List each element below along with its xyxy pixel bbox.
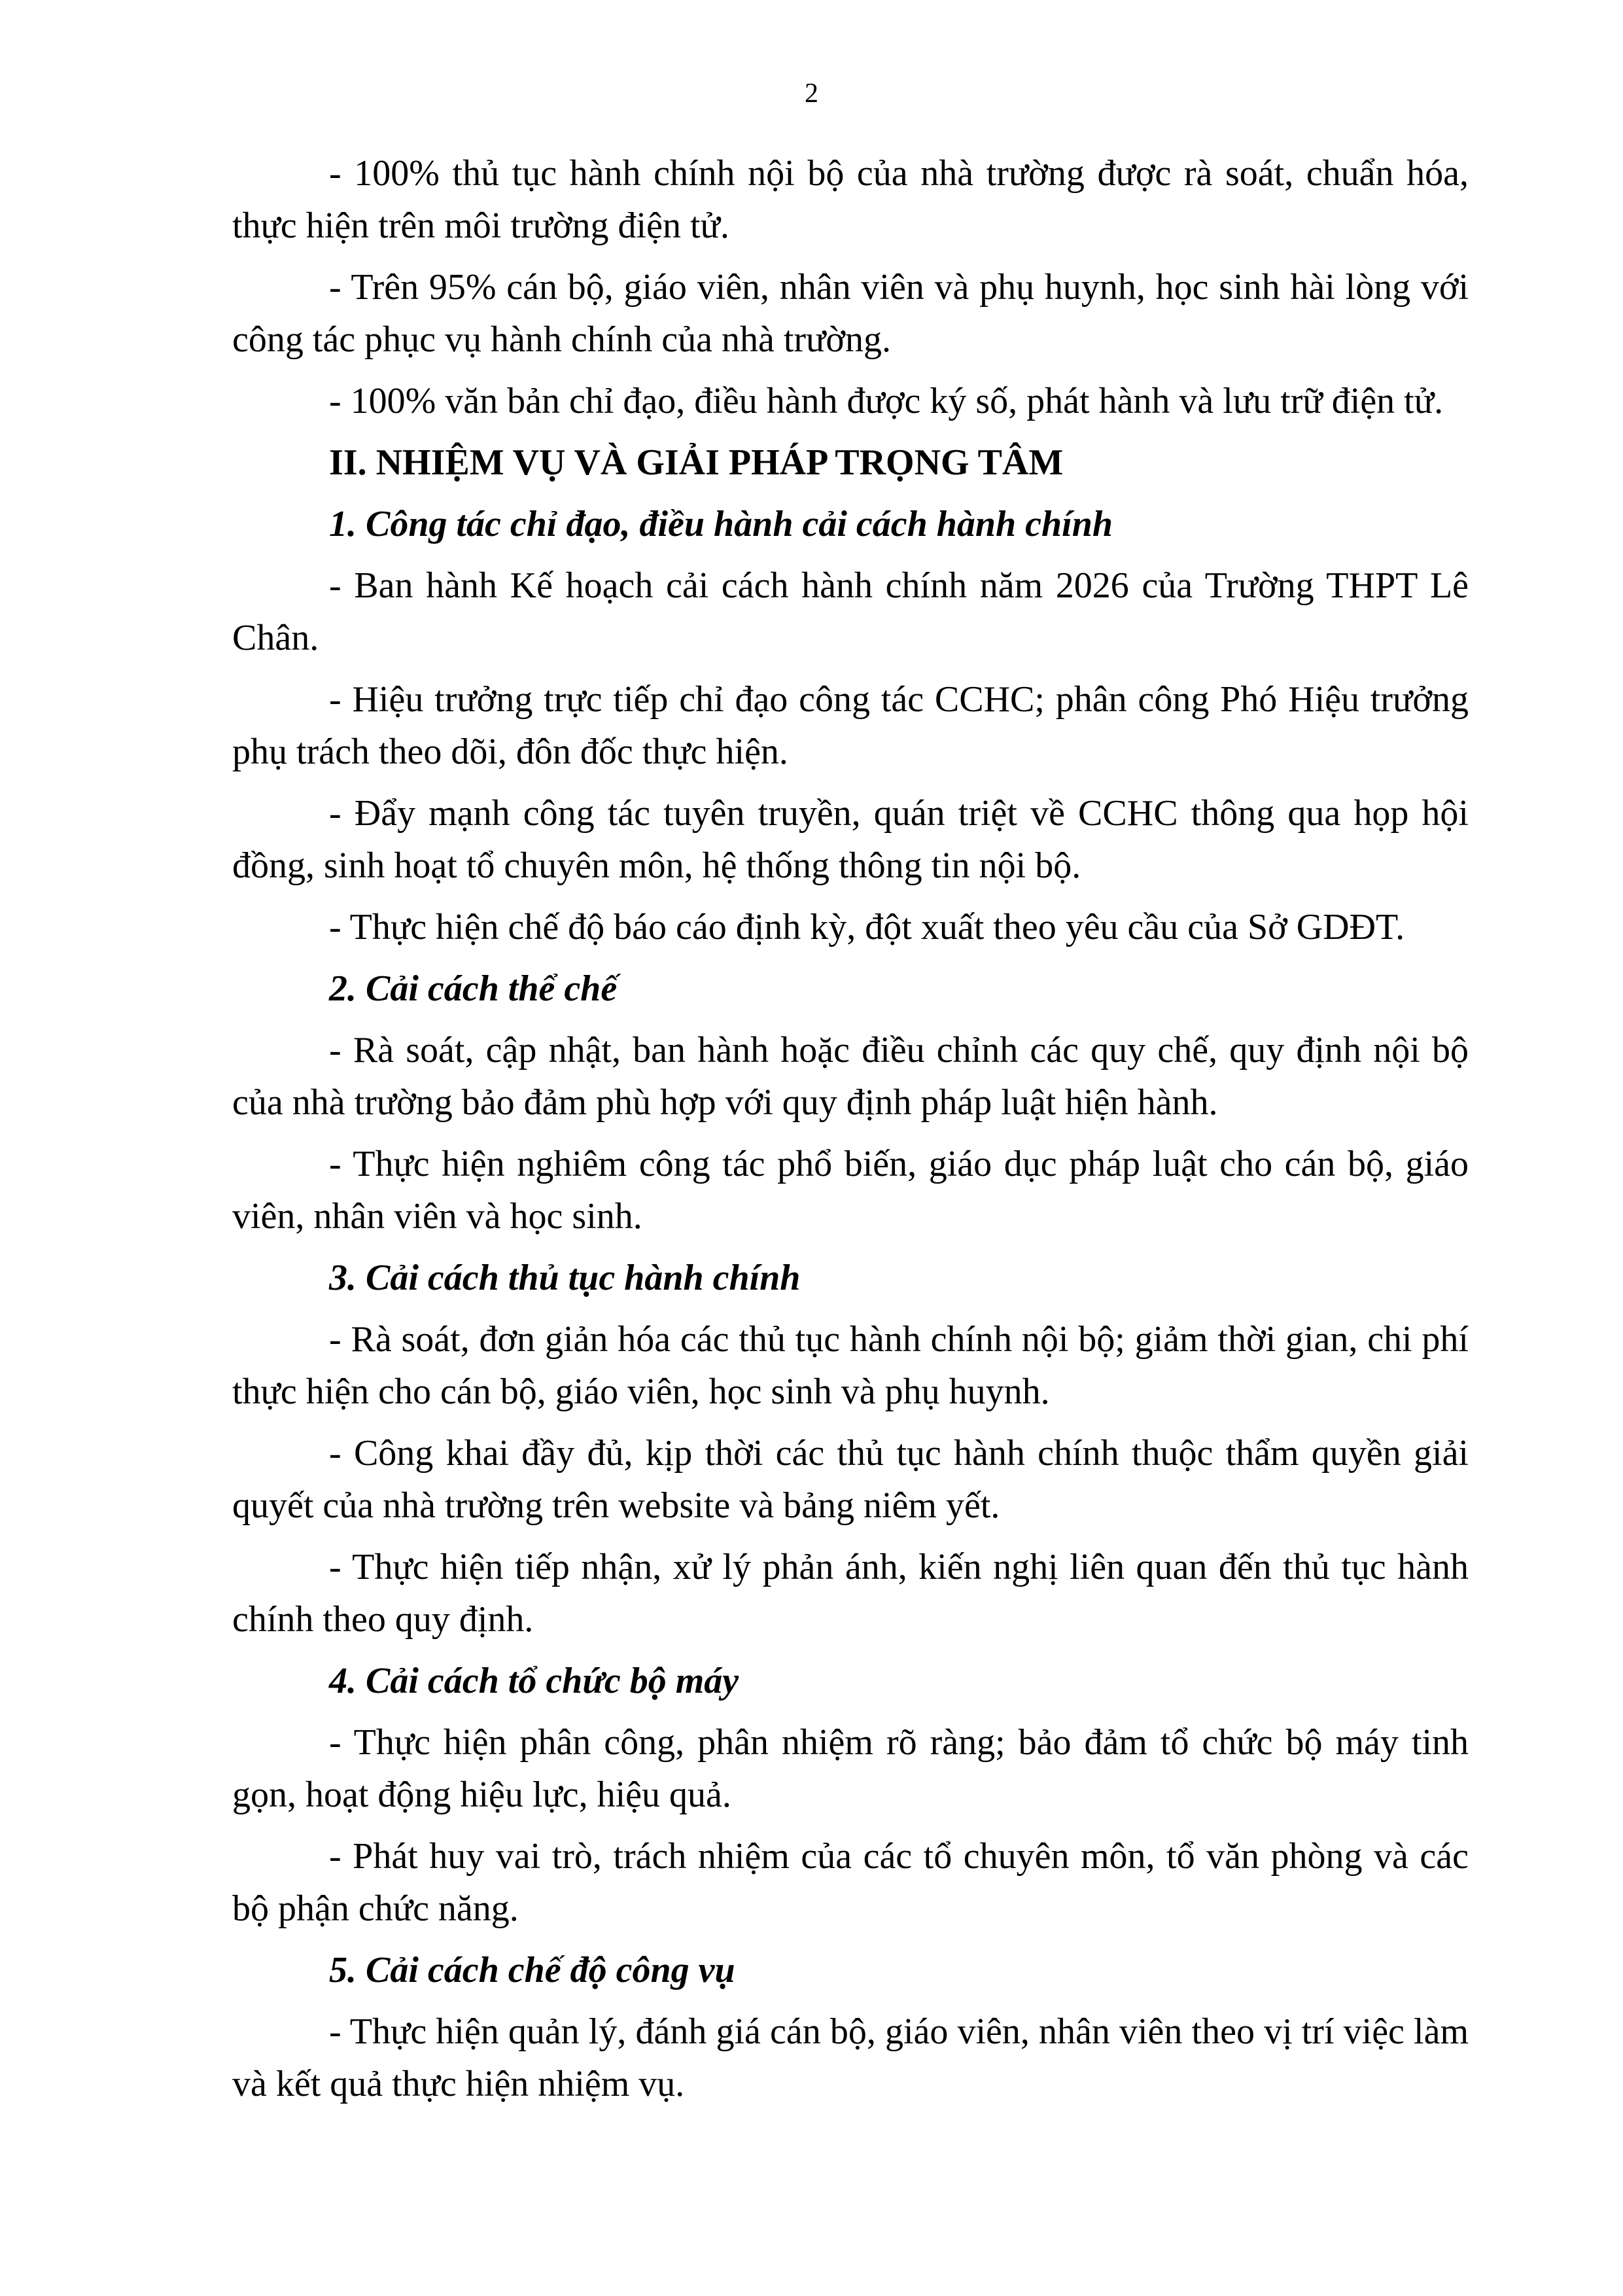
section-1-item: - Thực hiện chế độ báo cáo định kỳ, đột xuất theo yêu cầu của Sở GDĐT.	[329, 907, 1405, 947]
section-5-title: 5. Cải cách chế độ công vụ	[329, 1950, 735, 1990]
section-4-item: - Phát huy vai trò, trách nhiệm của các tổ chuyên môn, tổ văn phòng và các bộ phận chức năng.	[232, 1836, 1469, 1929]
page-number: 2	[805, 79, 818, 109]
section-3-item: - Rà soát, đơn giản hóa các thủ tục hành chính nội bộ; giảm thời gian, chi phí thực hiện cho cán bộ, giáo viên, học sinh và phụ huynh.	[232, 1319, 1469, 1412]
section-title: II. NHIỆM VỤ VÀ GIẢI PHÁP TRỌNG TÂM	[329, 442, 1064, 483]
section-4-title: 4. Cải cách tổ chức bộ máy	[329, 1661, 739, 1701]
section-1-item: - Ban hành Kế hoạch cải cách hành chính năm 2026 của Trường THPT Lê Chân.	[232, 565, 1469, 658]
section-2-item: - Thực hiện nghiêm công tác phổ biến, giáo dục pháp luật cho cán bộ, giáo viên, nhân viên và học sinh.	[232, 1144, 1469, 1237]
section-2-title: 2. Cải cách thể chế	[329, 968, 618, 1009]
section-2-item: - Rà soát, cập nhật, ban hành hoặc điều chỉnh các quy chế, quy định nội bộ của nhà trường bảo đảm phù hợp với quy định pháp luật hiện hành.	[232, 1030, 1469, 1123]
target-item: - 100% thủ tục hành chính nội bộ của nhà trường được rà soát, chuẩn hóa, thực hiện trên môi trường điện tử.	[232, 153, 1469, 246]
section-1-item: - Hiệu trưởng trực tiếp chỉ đạo công tác CCHC; phân công Phó Hiệu trưởng phụ trách theo dõi, đôn đốc thực hiện.	[232, 679, 1469, 772]
section-4-item: - Thực hiện phân công, phân nhiệm rõ ràng; bảo đảm tổ chức bộ máy tinh gọn, hoạt động hiệu lực, hiệu quả.	[232, 1722, 1469, 1815]
section-1-title: 1. Công tác chỉ đạo, điều hành cải cách hành chính	[329, 504, 1113, 544]
section-3-item: - Thực hiện tiếp nhận, xử lý phản ánh, kiến nghị liên quan đến thủ tục hành chính theo quy định.	[232, 1547, 1469, 1640]
target-item: - 100% văn bản chỉ đạo, điều hành được ký số, phát hành và lưu trữ điện tử.	[329, 381, 1444, 421]
section-1-item: - Đẩy mạnh công tác tuyên truyền, quán triệt về CCHC thông qua họp hội đồng, sinh hoạt tổ chuyên môn, hệ thống thông tin nội bộ.	[232, 793, 1469, 886]
section-3-item: - Công khai đầy đủ, kịp thời các thủ tục hành chính thuộc thẩm quyền giải quyết của nhà trường trên website và bảng niêm yết.	[232, 1433, 1469, 1526]
document-body	[232, 147, 1469, 2119]
target-item: - Trên 95% cán bộ, giáo viên, nhân viên và phụ huynh, học sinh hài lòng với công tác phục vụ hành chính của nhà trường.	[232, 267, 1469, 360]
section-3-title: 3. Cải cách thủ tục hành chính	[329, 1258, 801, 1298]
section-5-item: - Thực hiện quản lý, đánh giá cán bộ, giáo viên, nhân viên theo vị trí việc làm và kết quả thực hiện nhiệm vụ.	[232, 2011, 1469, 2104]
